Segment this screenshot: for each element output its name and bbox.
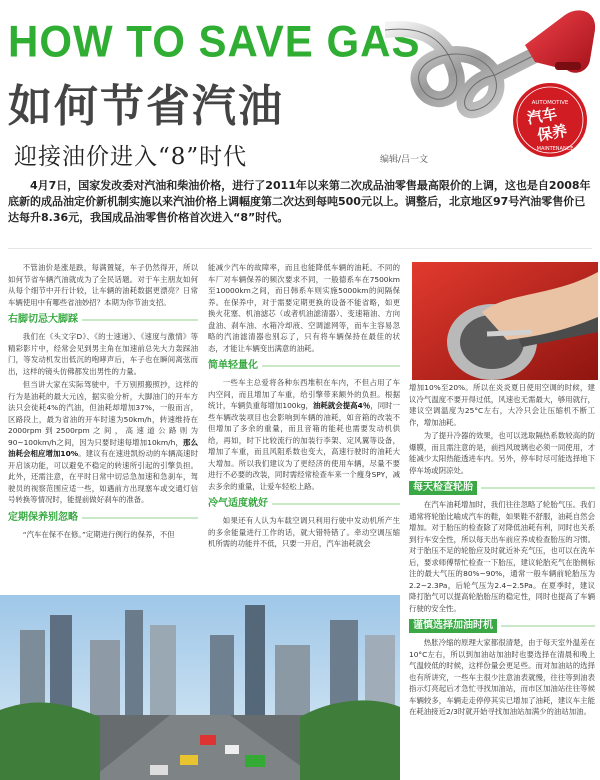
column-2 — [208, 262, 400, 552]
photo-refueling-hand — [412, 262, 598, 380]
paragraph: 热胀冷缩的原理大家都很清楚，由于每天室外温差在10°C左右，所以到加油站加油时也要选择在清晨和晚上气温较低的时候，这样份量会更足些。而对加油站的选择也有所讲究，一些车主很少注意油表就慢，往往等到油表指示灯亮起后才急忙寻找加油站，而市区加油站往往等候车辆较多，车辆走走停停其实已增加了油耗，建议车主能在耗油接近2/3时就开始寻找加油站加满少的油站加油。 — [409, 638, 595, 716]
paragraph: 为了提升冷器的效果，也可以选取隔热系数较高的防爆膜，而且需注意的是，前挡风玻璃也必须一同使用，才能减少太阳热能透进车内。另外，停车时尽可能选择地下停车场或阴凉处。 — [409, 431, 595, 475]
section-heading — [409, 481, 595, 495]
section-title-ac: 冷气适度就好 — [208, 498, 268, 510]
paragraph: 能减少汽车的故障率，而且也能降低车辆的油耗。不同的车厂对车辆保养的频次要求不同，一般德系车在7500km至10000km之间，而日韩系车则实施5000km的间隔保养。在保养中，对于需要定期更换的设备不能省略，如更换火花塞、机油滤芯（或者机油滤清器）、变速箱油、方向盘油、刹车油、水箱冷却液、空调滤网等，而车主容易忽略的汽油滤清器也别忘了，只有将车辆保持在最佳的状态，才能让车辆变出满意的油耗。 — [208, 263, 400, 353]
section-heading — [208, 497, 400, 511]
badge-line3: 保养 — [535, 121, 569, 145]
heading-rule — [272, 503, 400, 505]
paragraph: 增加10%至20%。所以在炎炎夏日使用空调的时候，建议冷气温度不要开得过低，风速也无需最大，够用就行，建议空调温度为25°C左右，大冷只会让压缩机不断工作，增加油耗。 — [409, 383, 595, 427]
paragraph-text: 。建议有在速进凯纷动的车辆高速时开启该功能，可以避免不稳定的转速所引起的引擎负担。此外，还需注意，在平时日常中切忌急加速和急刹车，驾驶员的视察范围应适一些，如遇前方出现塞车或交通灯信号转换等情况时，能提前做好刹车的准备。 — [8, 449, 198, 504]
fuel-nozzle-illustration — [385, 0, 600, 170]
paragraph — [8, 379, 198, 506]
paragraph: “汽车在保不在修。”定期进行例行的保养，不但 — [22, 529, 175, 539]
heading-rule — [82, 517, 198, 519]
section-heading — [208, 359, 400, 373]
paragraph-text: ，同时一些车辆改装项目也会影响到车辆的油耗，如音箱的改装不但增加了多余的重量，而且音箱的能耗也需要发动机供给，再如，时下比较流行的加装行李架、定风翼等设备，增加了车重，而且风阻系数也变大，高速行驶时的油耗大大增加。所以我们建议为了更经济的使用车辆，尽量不要进行不必要的改装，同时需经常检查车来一个瘦身SPY，减去多余的重量，让爱车轻松上路。 — [208, 401, 400, 491]
heading-rule — [262, 365, 400, 367]
paragraph — [208, 377, 400, 492]
section-title-tires: 每天检查轮胎 — [409, 481, 477, 495]
title-chinese: 如何节省汽油 — [8, 81, 284, 132]
lead-paragraph: 4月7日，国家发改委对汽油和柴油价格，进行了2011年以来第二次成品油零售最高限价的上调，这也是自2008年底新的成品油定价新机制实施以来汽油价格上调幅度第二次达到每吨500元以上。调整后，北京地区97号汽油零售价已达每升8.36元，我国成品油零售价格首次进入“8”时代。 — [8, 179, 591, 224]
heading-rule — [82, 319, 198, 321]
badge-bottom: MAINTENANCE — [536, 146, 574, 152]
section-heading — [409, 619, 595, 633]
paragraph: 在汽车油耗增加时，我们往往忽略了轮胎气压。我们通常将轮胎比喻成汽车的鞋，如果鞋不舒服，油耗自然会增加。对于胎压的检查除了对降低油耗有利，同时也关系到行车安全性，所以每天出车前应养成检查胎压的习惯。对于胎压不足的轮胎应及时就近补充气压，也可以在洗车后，要求师傅帮忙检查一下胎压，建议轮胎充气在胎侧标注的最大气压的80%~90%，通常一般车辆前轮胎压为2.2~2.3Pa，后轮气压为2.4~2.5Pa。在夏季时，建议降打胎气可以提高轮胎胎压的稳定性，同时也提高了车辆行驶的安全性。 — [409, 500, 595, 613]
paragraph-text: 一些车主总爱将各种东西堆积在车内，不但占用了车内空间，而且增加了车重，给引擎带来额外的负担。根据统计，车辆负重每增加100kg， — [208, 378, 400, 410]
paragraph: 如果还有人认为车载空调只利用行驶中发动机所产生的多余能量进行工作的话，就大错特错了。牵动空调压缩机所需的功能并不低，只要一开启，汽车油耗就会 — [208, 516, 400, 548]
section-heading — [8, 313, 198, 327]
badge-line2: 汽车 — [525, 104, 559, 128]
section-title-accelerate: 右脚切忌大脚踩 — [8, 314, 78, 326]
intro-paragraph: 不管油价是涨是跌，每满置疑，车子仍然得开，所以如何节省车辆汽油就成为了全民话题。对于车主朋友如何从每个细节中开行计较，让车辆的油耗数据更漂亮？日常车辆使用中有哪些省油妙招？本期为你节油支招。 — [8, 263, 198, 307]
column-1 — [8, 262, 198, 542]
emphasis-text: 那么油耗会相应增加10% — [8, 437, 198, 458]
section-title-lightweight: 简单轻量化 — [208, 360, 258, 372]
heading-rule — [481, 487, 595, 489]
separator — [8, 248, 592, 249]
heading-rule — [501, 625, 595, 627]
column-3 — [409, 382, 595, 720]
title-english: HOW TO SAVE GAS — [8, 16, 421, 67]
section-title-timing: 谨慎选择加油时机 — [409, 619, 497, 633]
badge-top: AUTOMOTIVE — [531, 100, 569, 106]
photo-city-traffic — [0, 595, 400, 780]
section-title-maintenance: 定期保养别忽略 — [8, 511, 78, 523]
emphasis-text: 油耗就会提高4％ — [312, 401, 371, 410]
paragraph-text: 但当讲大家在实际驾驶中，千万别照搬照抄，这样的行为是油耗的最大元凶，据实验分析，大脚油门的开车方法只会徒耗4%的汽油，但油耗却增加37%，一般而言，区路段上，最为省油的开车时速为50km/h，转速维持在2000rpm到2500rpm之间，高速道公路则为90~100km/h之间，因为只要时速每增加10km/h， — [8, 380, 198, 447]
editor-credit: 编辑/吕一文 — [380, 155, 429, 165]
paragraph: 我们在《头文字D》、《的士速递》、《速度与激情》等精彩影片中，经常会见到男主角在加速前总先大力轰踩油门，等发动机发出低沉的咆哮声后，车子也在瞬间离弦而出，这样的镜头仿佛都发出男性的力量。 — [8, 332, 198, 376]
subtitle: 迎接油价进入“8”时代 — [14, 144, 248, 170]
section-heading — [8, 511, 198, 525]
